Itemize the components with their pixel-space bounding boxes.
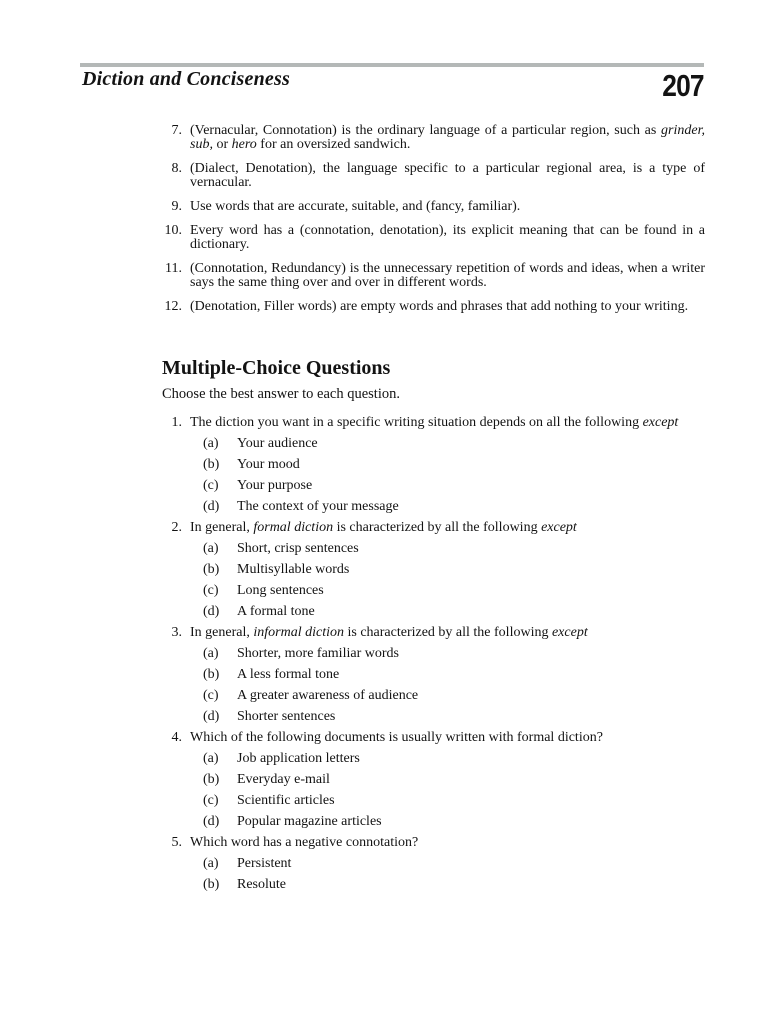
body-text: is characterized by all the following	[333, 520, 542, 535]
answer-option	[203, 559, 705, 580]
answer-option	[203, 811, 705, 832]
body-text: Every word has a (connotation, denotation), its explicit meaning that can be found in a dictionary.	[190, 223, 705, 252]
body-text: (Connotation, Redundancy) is the unnecessary repetition of words and ideas, when a writer says the same thing over and over in different words.	[190, 261, 705, 290]
answer-option	[203, 874, 705, 895]
answer-option	[203, 685, 705, 706]
option-text: The context of your message	[237, 499, 399, 514]
fill-in-item	[82, 300, 705, 314]
item-number: 10.	[164, 223, 182, 238]
option-text: Everyday e-mail	[237, 772, 330, 787]
item-number: 3.	[171, 625, 182, 640]
body-text: or	[212, 137, 232, 152]
question-prompt	[82, 517, 705, 538]
option-text: Your mood	[237, 457, 300, 472]
item-text	[190, 224, 705, 252]
body-text: The diction you want in a specific writing situation depends on all the following	[190, 415, 643, 430]
item-number: 2.	[171, 520, 182, 535]
option-letter: (a)	[203, 856, 219, 871]
answer-option	[203, 643, 705, 664]
item-text	[190, 162, 705, 190]
option-letter: (b)	[203, 772, 220, 787]
fill-in-item	[82, 262, 705, 290]
item-number: 9.	[171, 199, 182, 214]
item-text	[190, 300, 705, 314]
answer-option	[203, 454, 705, 475]
option-text: Your audience	[237, 436, 318, 451]
option-text: Scientific articles	[237, 793, 335, 808]
body-text: Use words that are accurate, suitable, and (fancy, familiar).	[190, 199, 521, 214]
italic-text: except	[541, 520, 577, 535]
body-text: (Vernacular, Connotation) is the ordinary language of a particular region, such as	[190, 123, 662, 138]
option-letter: (a)	[203, 436, 219, 451]
body-text: (Denotation, Filler words) are empty words and phrases that add nothing to your writing.	[190, 299, 689, 314]
page-number: 207	[662, 68, 704, 103]
option-text: Job application letters	[237, 751, 360, 766]
option-letter: (a)	[203, 646, 219, 661]
italic-text: except	[642, 415, 679, 430]
option-letter: (c)	[203, 583, 219, 598]
italic-text: informal diction	[253, 625, 344, 640]
item-number: 7.	[171, 123, 182, 138]
section-instructions: Choose the best answer to each question.	[162, 386, 400, 402]
item-number: 11.	[165, 261, 182, 276]
item-text	[190, 262, 705, 290]
answer-option	[203, 748, 705, 769]
body-text: is characterized by all the following	[343, 625, 552, 640]
fill-in-item	[82, 124, 705, 152]
answer-option	[203, 769, 705, 790]
answer-option	[203, 496, 705, 517]
option-letter: (d)	[203, 709, 220, 724]
item-text	[190, 200, 705, 214]
italic-text: hero	[231, 137, 257, 152]
option-text: Multisyllable words	[237, 562, 350, 577]
question-prompt	[82, 622, 705, 643]
answer-option	[203, 601, 705, 622]
option-text: Shorter sentences	[237, 709, 336, 724]
item-text	[190, 622, 705, 643]
fill-in-item	[82, 224, 705, 252]
fill-in-item	[82, 162, 705, 190]
body-text: Which word has a negative connotation?	[190, 835, 419, 850]
option-letter: (d)	[203, 499, 220, 514]
section-heading: Multiple-Choice Questions	[162, 357, 391, 379]
option-text: A greater awareness of audience	[237, 688, 419, 703]
item-number: 4.	[171, 730, 182, 745]
item-number: 12.	[164, 299, 182, 314]
italic-text: except	[551, 625, 588, 640]
body-text: for an oversized sandwich.	[256, 137, 411, 152]
option-letter: (c)	[203, 793, 219, 808]
answer-option	[203, 790, 705, 811]
answer-option	[203, 853, 705, 874]
answer-option	[203, 475, 705, 496]
item-text	[190, 412, 705, 433]
option-letter: (a)	[203, 541, 219, 556]
option-text: Persistent	[237, 856, 292, 871]
item-number: 5.	[171, 835, 182, 850]
option-letter: (d)	[203, 604, 220, 619]
answer-option	[203, 433, 705, 454]
italic-text: formal diction	[253, 520, 334, 535]
answer-option	[203, 664, 705, 685]
body-text: In general,	[190, 520, 254, 535]
answer-option	[203, 580, 705, 601]
answer-option	[203, 706, 705, 727]
option-letter: (b)	[203, 562, 220, 577]
body-text: (Dialect, Denotation), the language specific to a particular regional area, is a type of vernacular.	[190, 161, 705, 190]
fill-in-item	[82, 200, 705, 214]
option-letter: (b)	[203, 667, 220, 682]
option-text: Short, crisp sentences	[237, 541, 359, 556]
item-number: 8.	[171, 161, 182, 176]
option-letter: (a)	[203, 751, 219, 766]
option-letter: (c)	[203, 688, 219, 703]
option-text: A formal tone	[237, 604, 315, 619]
option-text: Resolute	[237, 877, 286, 892]
question-prompt	[82, 832, 705, 853]
italic-text: grinder, sub,	[190, 123, 705, 152]
item-text	[190, 727, 705, 748]
option-letter: (b)	[203, 457, 220, 472]
option-text: Long sentences	[237, 583, 324, 598]
question-list	[82, 412, 705, 895]
header-rule	[80, 63, 704, 67]
body-text: Which of the following documents is usually written with formal diction?	[190, 730, 603, 745]
option-letter: (c)	[203, 478, 219, 493]
item-text	[190, 517, 705, 538]
running-head-title: Diction and Conciseness	[82, 68, 290, 90]
option-letter: (d)	[203, 814, 220, 829]
item-number: 1.	[171, 415, 182, 430]
option-text: Your purpose	[237, 478, 313, 493]
item-text	[190, 124, 705, 152]
answer-option	[203, 538, 705, 559]
question-prompt	[82, 412, 705, 433]
question-prompt	[82, 727, 705, 748]
item-text	[190, 832, 705, 853]
fill-in-list	[82, 124, 705, 324]
option-text: Popular magazine articles	[237, 814, 382, 829]
option-text: Shorter, more familiar words	[237, 646, 399, 661]
option-letter: (b)	[203, 877, 220, 892]
body-text: In general,	[190, 625, 254, 640]
option-text: A less formal tone	[237, 667, 340, 682]
